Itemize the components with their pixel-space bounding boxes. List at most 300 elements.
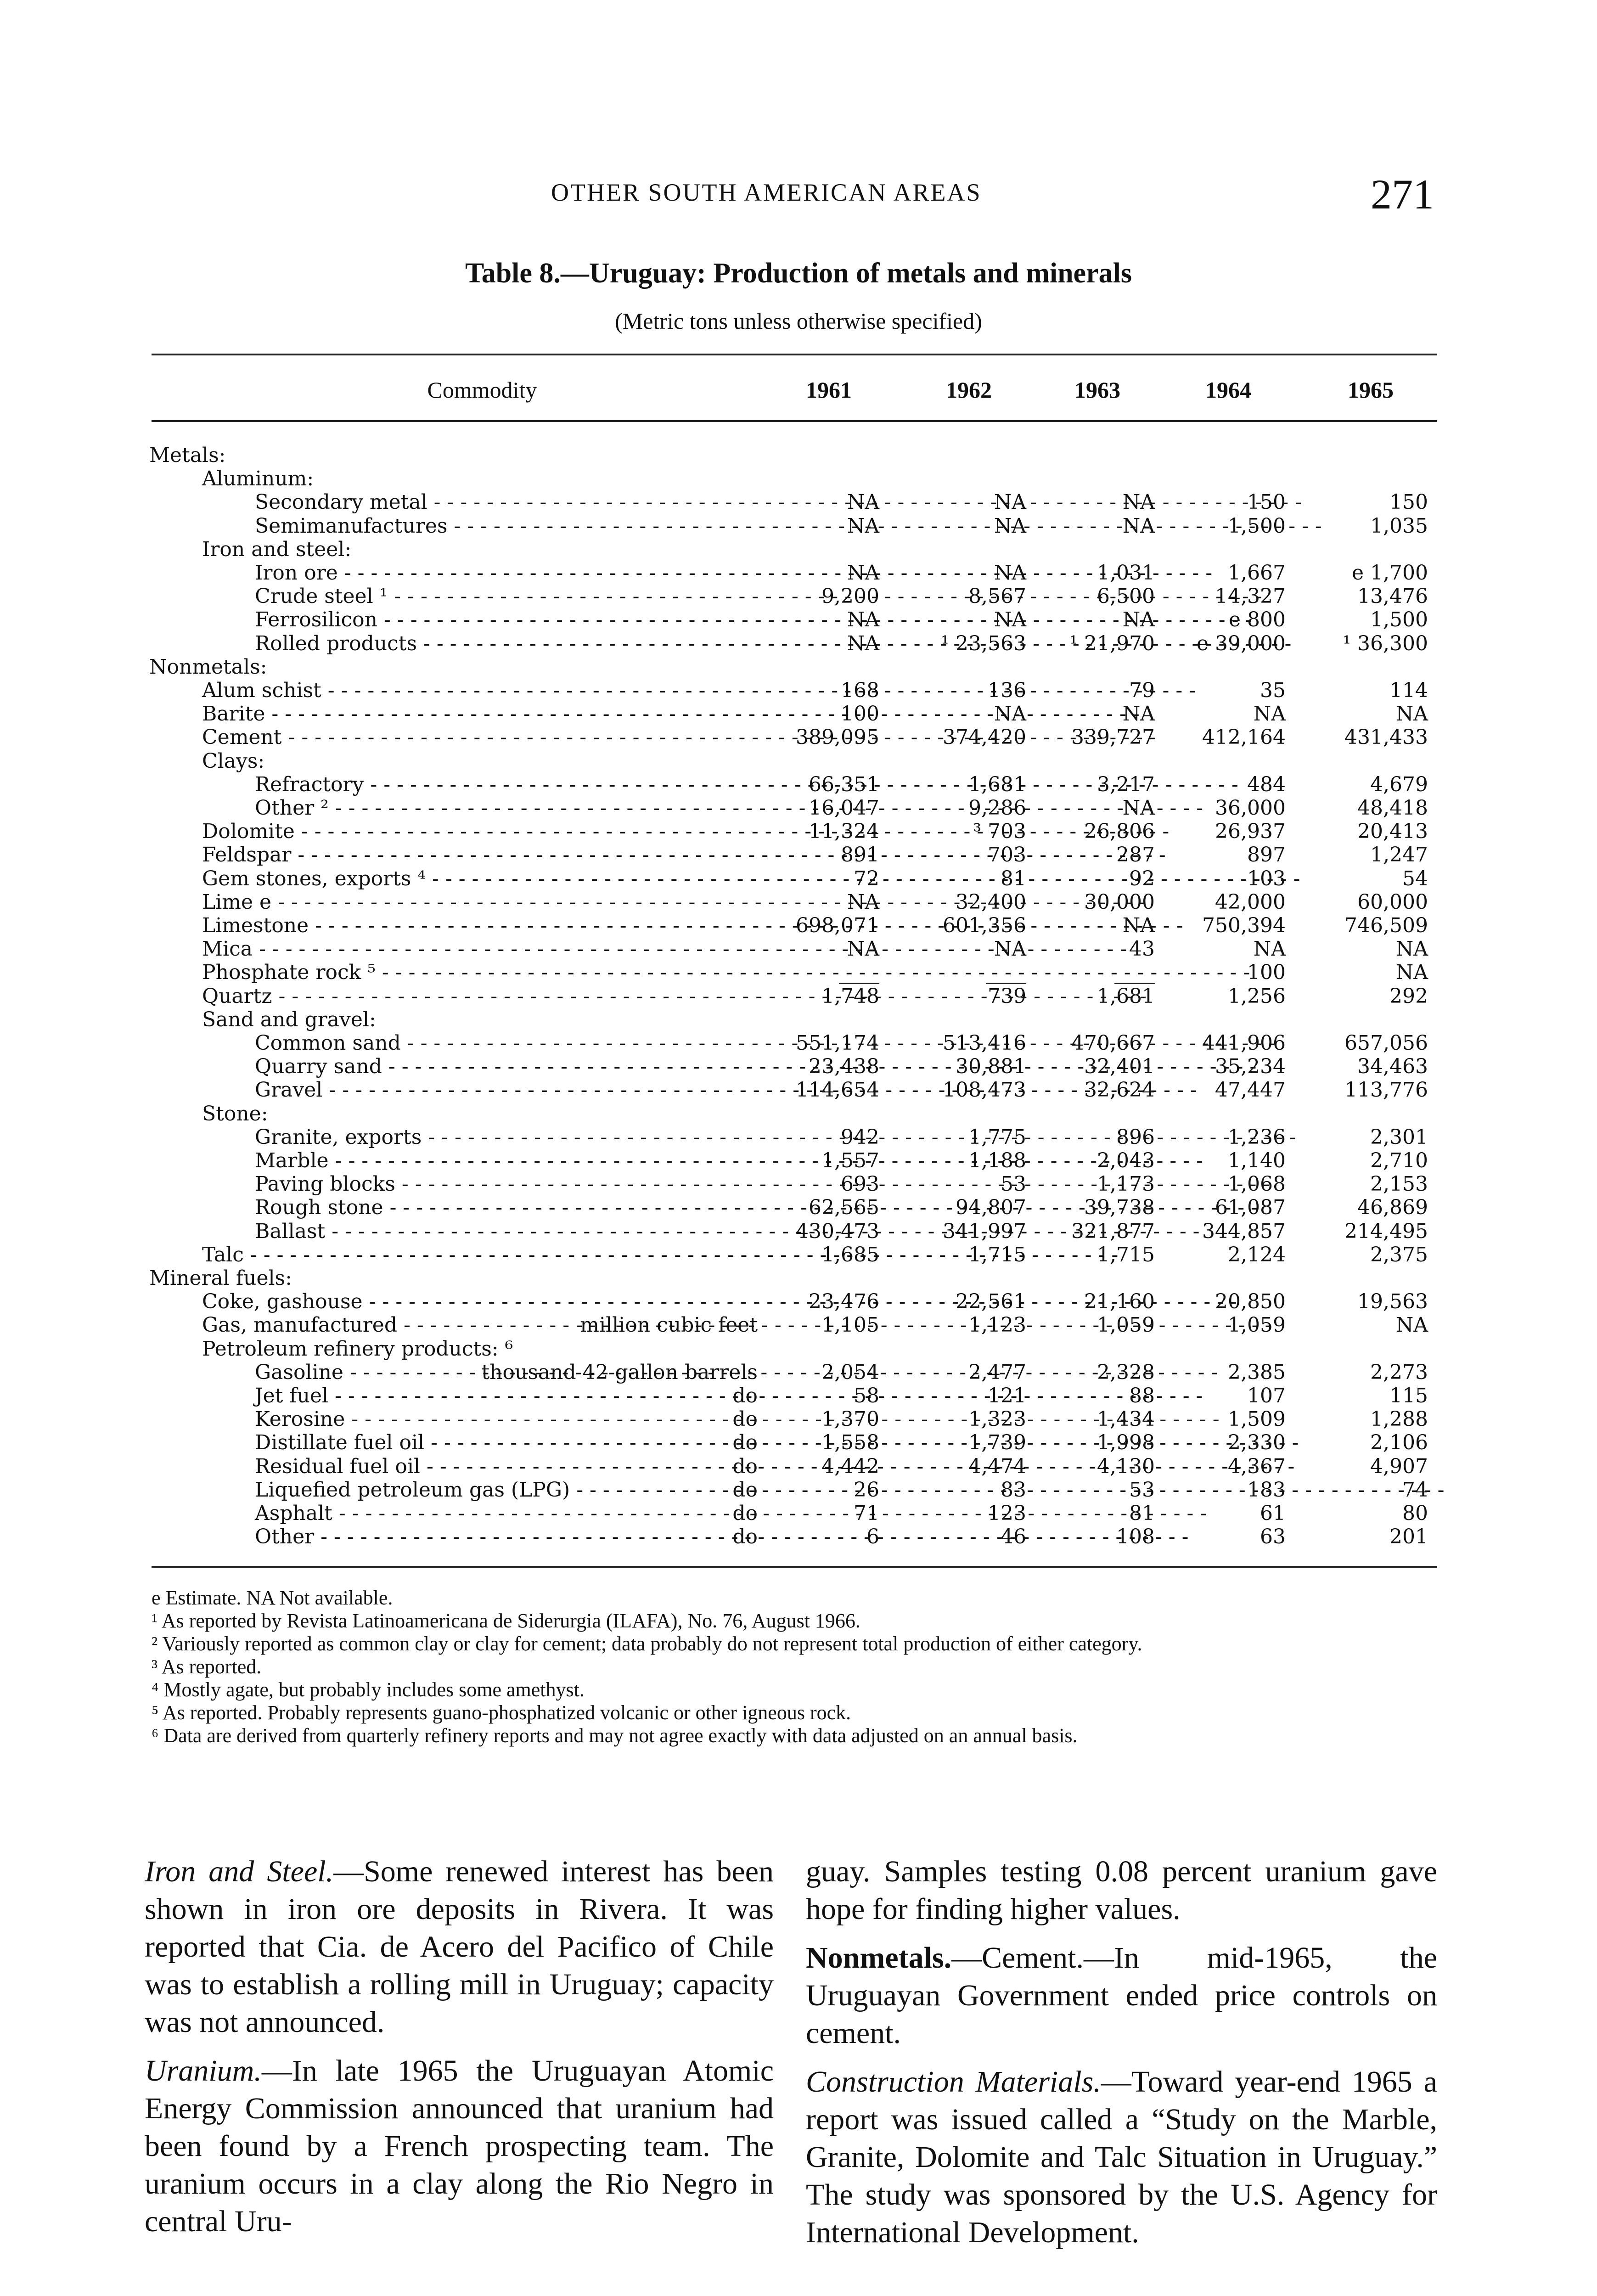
table-cell: 1,188 [968, 1149, 1026, 1172]
table-cell: 431,433 [1344, 726, 1428, 749]
table-row [0, 1525, 1597, 1549]
table-cell: 100 [1247, 961, 1286, 985]
table-row [0, 913, 1597, 938]
paragraph-iron-steel [145, 1853, 774, 2041]
table-bottom-rule [152, 1566, 1437, 1568]
table-cell: 53 [1001, 1172, 1026, 1196]
row-label: Rough stone - - - [255, 1195, 861, 1220]
table-row [0, 1337, 1597, 1362]
row-label: Rolled products - - - [255, 631, 861, 656]
row-label: Mineral fuels: [149, 1266, 292, 1290]
table-cell: NA [847, 514, 879, 538]
table-cell: 53 [1129, 1478, 1155, 1502]
table-row [0, 655, 1597, 680]
row-label: Gasoline - - - [255, 1360, 471, 1385]
table-cell: ____ [1114, 961, 1155, 985]
row-label: Feldspar - - - [202, 843, 808, 867]
row-label: Talc - - - [202, 1243, 808, 1267]
table-cell: 1,105 [821, 1313, 879, 1337]
table-cell: 115 [1389, 1384, 1428, 1407]
table-cell: ³ 703 [973, 820, 1026, 844]
row-label: Petroleum refinery products: ⁶ [202, 1337, 513, 1361]
table-cell: 1,715 [968, 1243, 1026, 1266]
footnote: ⁵ As reported. Probably represents guano-phosphatized volcanic or other igneous rock. [152, 1701, 851, 1724]
table-cell: 26,806 [1084, 820, 1155, 844]
table-cell: 4,907 [1370, 1454, 1428, 1478]
table-row [0, 960, 1597, 985]
table-cell: 551,174 [796, 1031, 879, 1055]
table-cell: 168 [841, 679, 879, 702]
table-cell: NA [1122, 914, 1155, 937]
table-cell: 1,434 [1097, 1407, 1155, 1431]
table-cell: NA [847, 490, 879, 514]
column-header-1965: 1965 [1348, 377, 1394, 403]
table-row [0, 514, 1597, 539]
column-header-1962: 1962 [946, 377, 992, 403]
table-cell: 14,327 [1215, 585, 1286, 608]
paragraph-head: Uranium. [145, 2054, 262, 2088]
table-cell: 1,247 [1370, 843, 1428, 867]
row-label: Liquefied petroleum gas (LPG) - - - [255, 1478, 471, 1503]
row-unit: million cubic feet [580, 1313, 758, 1337]
table-cell: NA [1395, 702, 1428, 726]
table-cell: 2,106 [1370, 1431, 1428, 1455]
table-cell: 1,739 [968, 1431, 1026, 1455]
table-cell: 739 [988, 984, 1026, 1008]
table-cell: 374,420 [943, 726, 1026, 749]
table-cell: 214,495 [1344, 1219, 1428, 1243]
table-cell: 2,710 [1370, 1149, 1428, 1172]
table-cell: 1,681 [1097, 984, 1155, 1008]
row-label: Granite, exports - - - [255, 1125, 861, 1150]
paragraph-nonmetals [806, 1939, 1437, 2052]
table-cell: 2,153 [1370, 1172, 1428, 1196]
row-label: Nonmetals: [149, 655, 267, 679]
table-cell: 1,715 [1097, 1243, 1155, 1266]
row-label: Marble - - - [255, 1148, 861, 1173]
table-cell: 1,140 [1228, 1149, 1286, 1172]
row-unit: do [732, 1478, 758, 1502]
table-row [0, 1243, 1597, 1267]
table-cell: NA [994, 702, 1026, 726]
table-cell: 4,367 [1228, 1454, 1286, 1478]
row-label: Ferrosilicon - - - [255, 608, 861, 632]
row-label: Phosphate rock ⁵ - - - [202, 960, 808, 985]
table-cell: 1,370 [821, 1407, 879, 1431]
table-cell: 703 [988, 843, 1026, 867]
table-cell: 26,937 [1215, 820, 1286, 844]
row-label: Gas, manufactured - - - [202, 1313, 418, 1338]
row-label: Quarry sand - - - [255, 1054, 861, 1079]
table-cell: 123 [988, 1502, 1026, 1525]
table-top-rule [152, 354, 1437, 355]
table-cell: 81 [1001, 867, 1026, 890]
row-unit: do [732, 1454, 758, 1478]
table-cell: 344,857 [1202, 1219, 1286, 1243]
table-cell: 942 [841, 1125, 879, 1149]
table-row [0, 843, 1597, 867]
table-cell: 2,043 [1097, 1149, 1155, 1172]
row-label: Clays: [202, 749, 265, 773]
table-row [0, 725, 1597, 750]
table-cell: 72 [854, 867, 879, 890]
paragraph-head: Iron and Steel. [145, 1855, 334, 1888]
table-cell: 4,474 [968, 1454, 1026, 1478]
footnote: ⁶ Data are derived from quarterly refinery reports and may not agree exactly with data adjusted on an annual basis. [152, 1724, 1078, 1747]
table-cell: e 800 [1228, 608, 1286, 632]
page-number: 271 [1371, 171, 1434, 218]
table-cell: 1,681 [968, 772, 1026, 796]
row-label: Iron ore - - - [255, 561, 861, 585]
table-cell: NA [994, 937, 1026, 961]
table-cell: e 39,000 [1197, 631, 1286, 655]
table-cell: 441,906 [1202, 1031, 1286, 1055]
table-row [0, 1384, 1597, 1408]
table-cell: 484 [1247, 772, 1286, 796]
table-cell: 23,438 [809, 1055, 879, 1079]
row-label: Limestone - - - [202, 913, 808, 938]
row-label: Jet fuel - - - [255, 1384, 471, 1408]
table-row [0, 1054, 1597, 1079]
table-subtitle: (Metric tons unless otherwise specified) [615, 308, 982, 334]
table-row [0, 1148, 1597, 1173]
footnote: ¹ As reported by Revista Latinoamericana de Siderurgia (ILAFA), No. 76, August 1966. [152, 1609, 860, 1632]
table-cell: 321,877 [1071, 1219, 1155, 1243]
table-cell: 81 [1129, 1502, 1155, 1525]
table-cell: 292 [1389, 984, 1428, 1008]
table-row [0, 984, 1597, 1009]
row-label: Mica - - - [202, 937, 808, 962]
table-cell: 746,509 [1344, 914, 1428, 937]
paragraph-uranium-cont [806, 1853, 1437, 1928]
table-cell: 19,563 [1357, 1290, 1428, 1314]
row-label: Gem stones, exports ⁴ - - - [202, 867, 808, 891]
table-cell: 1,558 [821, 1431, 879, 1455]
table-cell: 1,173 [1097, 1172, 1155, 1196]
table-row [0, 1313, 1597, 1338]
table-row [0, 1501, 1597, 1526]
table-cell: 4,442 [821, 1454, 879, 1478]
row-label: Other ² - - - [255, 796, 861, 821]
footnote: e Estimate. NA Not available. [152, 1587, 393, 1609]
table-row [0, 1031, 1597, 1056]
table-cell: 21,160 [1084, 1290, 1155, 1314]
table-row [0, 702, 1597, 726]
paragraph-text: —Some renewed interest has been shown in iron ore deposits in Rivera. It was reported that Cia. de Acero del Pacifico of Chile was to establish a rolling mill in Uruguay; capacity was not announced. [145, 1855, 774, 2039]
table-row [0, 890, 1597, 915]
table-cell: NA [1253, 937, 1286, 961]
row-label: Asphalt - - - [255, 1501, 471, 1526]
table-cell: 58 [854, 1384, 879, 1407]
table-cell: NA [1122, 608, 1155, 632]
table-cell: 1,256 [1228, 984, 1286, 1008]
table-cell: 11,324 [809, 820, 879, 844]
table-cell: NA [847, 937, 879, 961]
table-cell: 601,356 [943, 914, 1026, 937]
row-unit: do [732, 1431, 758, 1455]
table-row [0, 678, 1597, 703]
table-cell: 339,727 [1071, 726, 1155, 749]
paragraph-uranium [145, 2052, 774, 2240]
table-cell: 13,476 [1357, 585, 1428, 608]
table-cell: 22,561 [956, 1290, 1026, 1314]
table-cell: 63 [1260, 1525, 1286, 1549]
table-cell: 30,000 [1084, 890, 1155, 914]
table-cell: 103 [1247, 867, 1286, 890]
table-cell: 46,869 [1357, 1196, 1428, 1220]
table-row [0, 467, 1597, 491]
row-label: Stone: [202, 1102, 268, 1125]
table-row [0, 937, 1597, 962]
table-cell: 2,385 [1228, 1360, 1286, 1384]
table-row [0, 1407, 1597, 1432]
row-label: Lime e - - - [202, 890, 808, 915]
table-cell: 1,123 [968, 1313, 1026, 1337]
footnote: ² Variously reported as common clay or clay for cement; data probably do not represent total production of either category. [152, 1632, 1142, 1655]
table-cell: 1,236 [1228, 1125, 1286, 1149]
table-cell: 1,059 [1228, 1313, 1286, 1337]
table-cell: 61,087 [1215, 1196, 1286, 1220]
row-label: Cement - - - [202, 725, 808, 750]
table-cell: 698,071 [796, 914, 879, 937]
table-cell: 4,679 [1370, 772, 1428, 796]
table-cell: 108 [1116, 1525, 1155, 1549]
table-cell: 114 [1389, 679, 1428, 702]
row-label: Semimanufactures - - - [255, 514, 861, 539]
row-label: Aluminum: [202, 467, 314, 491]
table-cell: 66,351 [809, 772, 879, 796]
table-row [0, 1430, 1597, 1455]
table-cell: NA [1395, 961, 1428, 985]
table-row [0, 1289, 1597, 1314]
paragraph-construction [806, 2063, 1437, 2251]
table-cell: 2,477 [968, 1360, 1026, 1384]
table-cell: NA [847, 561, 879, 585]
paragraph-text: —Cement.—In mid-1965, the Uruguayan Government ended price controls on cement. [806, 1941, 1437, 2050]
table-cell: 35,234 [1215, 1055, 1286, 1079]
row-label: Sand and gravel: [202, 1007, 376, 1031]
table-row [0, 1478, 1597, 1503]
body-column-right [806, 1853, 1437, 2262]
table-row [0, 796, 1597, 821]
table-row [0, 1102, 1597, 1126]
table-cell: 79 [1129, 679, 1155, 702]
table-cell: 60,000 [1357, 890, 1428, 914]
table-cell: 287 [1116, 843, 1155, 867]
table-cell: NA [1395, 1313, 1428, 1337]
table-cell: 2,328 [1097, 1360, 1155, 1384]
table-cell: 108,473 [943, 1078, 1026, 1102]
table-cell: 201 [1389, 1525, 1428, 1549]
table-row [0, 1172, 1597, 1197]
table-cell: 896 [1116, 1125, 1155, 1149]
row-unit: thousand 42-gallon barrels [481, 1360, 758, 1384]
table-cell: 470,667 [1071, 1031, 1155, 1055]
table-cell: 412,164 [1202, 726, 1286, 749]
row-label: Distillate fuel oil - - - [255, 1430, 471, 1455]
table-cell: NA [994, 490, 1026, 514]
table-cell: NA [1122, 514, 1155, 538]
table-cell: 80 [1402, 1502, 1428, 1525]
table-cell: 48,418 [1357, 796, 1428, 820]
table-cell: 94,807 [956, 1196, 1026, 1220]
table-row [0, 584, 1597, 609]
table-cell: 750,394 [1202, 914, 1286, 937]
table-cell: 1,685 [821, 1243, 879, 1266]
table-cell: NA [994, 608, 1026, 632]
table-cell: 897 [1247, 843, 1286, 867]
table-cell: 389,095 [796, 726, 879, 749]
table-cell: ¹ 23,563 [941, 631, 1026, 655]
table-cell: 2,124 [1228, 1243, 1286, 1266]
body-column-left [145, 1853, 774, 2251]
table-row [0, 1454, 1597, 1479]
table-cell: NA [1122, 702, 1155, 726]
table-cell: NA [1122, 490, 1155, 514]
table-row [0, 772, 1597, 797]
table-row [0, 867, 1597, 891]
table-cell: NA [994, 561, 1026, 585]
table-cell: 3,217 [1097, 772, 1155, 796]
table-cell: 2,054 [821, 1360, 879, 1384]
table-row [0, 631, 1597, 656]
row-label: Alum schist - - - [202, 678, 808, 703]
table-cell: 100 [841, 702, 879, 726]
table-cell: 35 [1260, 679, 1286, 702]
table-cell: 1,775 [968, 1125, 1026, 1149]
table-cell: 150 [1247, 490, 1286, 514]
table-row [0, 1360, 1597, 1385]
table-cell: 39,738 [1084, 1196, 1155, 1220]
table-cell: 8,567 [968, 585, 1026, 608]
table-row [0, 1195, 1597, 1220]
table-cell: 2,301 [1370, 1125, 1428, 1149]
row-label: Dolomite - - - [202, 819, 808, 844]
table-row [0, 1125, 1597, 1150]
table-cell: 1,557 [821, 1149, 879, 1172]
table-cell: 1,667 [1228, 561, 1286, 585]
row-label: Paving blocks - - - [255, 1172, 861, 1197]
table-cell: 150 [1389, 490, 1428, 514]
paragraph-text: —Toward year-end 1965 a report was issued called a “Study on the Marble, Granite, Dolomite and Talc Situation in Uruguay.” The study was sponsored by the U.S. Agency for International Development. [806, 2065, 1437, 2249]
row-label: Gravel - - - [255, 1078, 861, 1103]
table-row [0, 561, 1597, 585]
table-row [0, 1078, 1597, 1103]
table-cell: 1,035 [1370, 514, 1428, 538]
table-cell: e 1,700 [1352, 561, 1428, 585]
table-cell: 34,463 [1357, 1055, 1428, 1079]
table-cell: 36,000 [1215, 796, 1286, 820]
table-cell: 1,998 [1097, 1431, 1155, 1455]
table-cell: 183 [1247, 1478, 1286, 1502]
table-cell: 43 [1129, 937, 1155, 961]
footnotes [152, 1587, 1437, 1747]
table-cell: 121 [988, 1384, 1026, 1407]
table-cell: 1,323 [968, 1407, 1026, 1431]
table-cell: 513,416 [943, 1031, 1026, 1055]
row-label: Quartz - - - [202, 984, 808, 1009]
table-cell: 136 [988, 679, 1026, 702]
table-row [0, 490, 1597, 515]
table-cell: 1,031 [1097, 561, 1155, 585]
column-header-1963: 1963 [1074, 377, 1120, 403]
table-cell: 430,473 [796, 1219, 879, 1243]
table-header-rule [152, 420, 1437, 422]
table-cell: 1,509 [1228, 1407, 1286, 1431]
table-cell: 2,273 [1370, 1360, 1428, 1384]
table-cell: 30,881 [956, 1055, 1026, 1079]
row-unit: do [732, 1384, 758, 1407]
table-cell: 2,375 [1370, 1243, 1428, 1266]
table-cell: 74 [1402, 1478, 1428, 1502]
row-label: Common sand - - - [255, 1031, 861, 1056]
table-cell: 113,776 [1344, 1078, 1428, 1102]
table-cell: 62,565 [809, 1196, 879, 1220]
table-cell: ____ [986, 961, 1026, 985]
table-cell: 71 [854, 1502, 879, 1525]
table-cell: 61 [1260, 1502, 1286, 1525]
page-header [0, 170, 1597, 218]
table-cell: 1,500 [1228, 514, 1286, 538]
row-label: Crude steel ¹ - - - [255, 584, 861, 609]
table-cell: 1,059 [1097, 1313, 1155, 1337]
table-title: Table 8.—Uruguay: Production of metals and minerals [465, 258, 1132, 289]
table-cell: 32,400 [956, 890, 1026, 914]
paragraph-head: Construction Materials. [806, 2065, 1101, 2099]
table-row [0, 443, 1597, 468]
table-cell: 1,500 [1370, 608, 1428, 632]
row-label: Metals: [149, 444, 226, 467]
table-cell: 6,500 [1097, 585, 1155, 608]
column-header-commodity: Commodity [427, 377, 537, 403]
table-row [0, 608, 1597, 632]
table-cell: NA [1253, 702, 1286, 726]
table-cell: 9,200 [821, 585, 879, 608]
row-unit: do [732, 1502, 758, 1525]
table-cell: ¹ 36,300 [1343, 631, 1428, 655]
table-cell: NA [994, 514, 1026, 538]
table-cell: 83 [1001, 1478, 1026, 1502]
table-cell: 26 [854, 1478, 879, 1502]
footnote: ³ As reported. [152, 1655, 262, 1678]
table-cell: 32,624 [1084, 1078, 1155, 1102]
table-cell: 107 [1247, 1384, 1286, 1407]
row-label: Refractory - - - [255, 772, 861, 797]
table-cell: ____ [839, 961, 879, 985]
table-cell: 114,654 [796, 1078, 879, 1102]
table-cell: NA [847, 631, 879, 655]
table-cell: 16,047 [809, 796, 879, 820]
table-cell: 341,997 [943, 1219, 1026, 1243]
table-cell: 9,286 [968, 796, 1026, 820]
column-header-1961: 1961 [806, 377, 852, 403]
paragraph-head: Nonmetals. [806, 1941, 952, 1975]
table-row [0, 1266, 1597, 1291]
table-row [0, 819, 1597, 844]
row-label: Iron and steel: [202, 537, 352, 561]
table-cell: 42,000 [1215, 890, 1286, 914]
table-cell: ¹ 21,970 [1069, 631, 1155, 655]
table-row [0, 1007, 1597, 1032]
table-cell: 1,748 [821, 984, 879, 1008]
table-cell: NA [847, 608, 879, 632]
table-cell: 1,288 [1370, 1407, 1428, 1431]
table-row [0, 749, 1597, 774]
table-cell: 32,401 [1084, 1055, 1155, 1079]
table-cell: 47,447 [1215, 1078, 1286, 1102]
row-label: Other - - - [255, 1525, 471, 1549]
table-row [0, 1219, 1597, 1244]
